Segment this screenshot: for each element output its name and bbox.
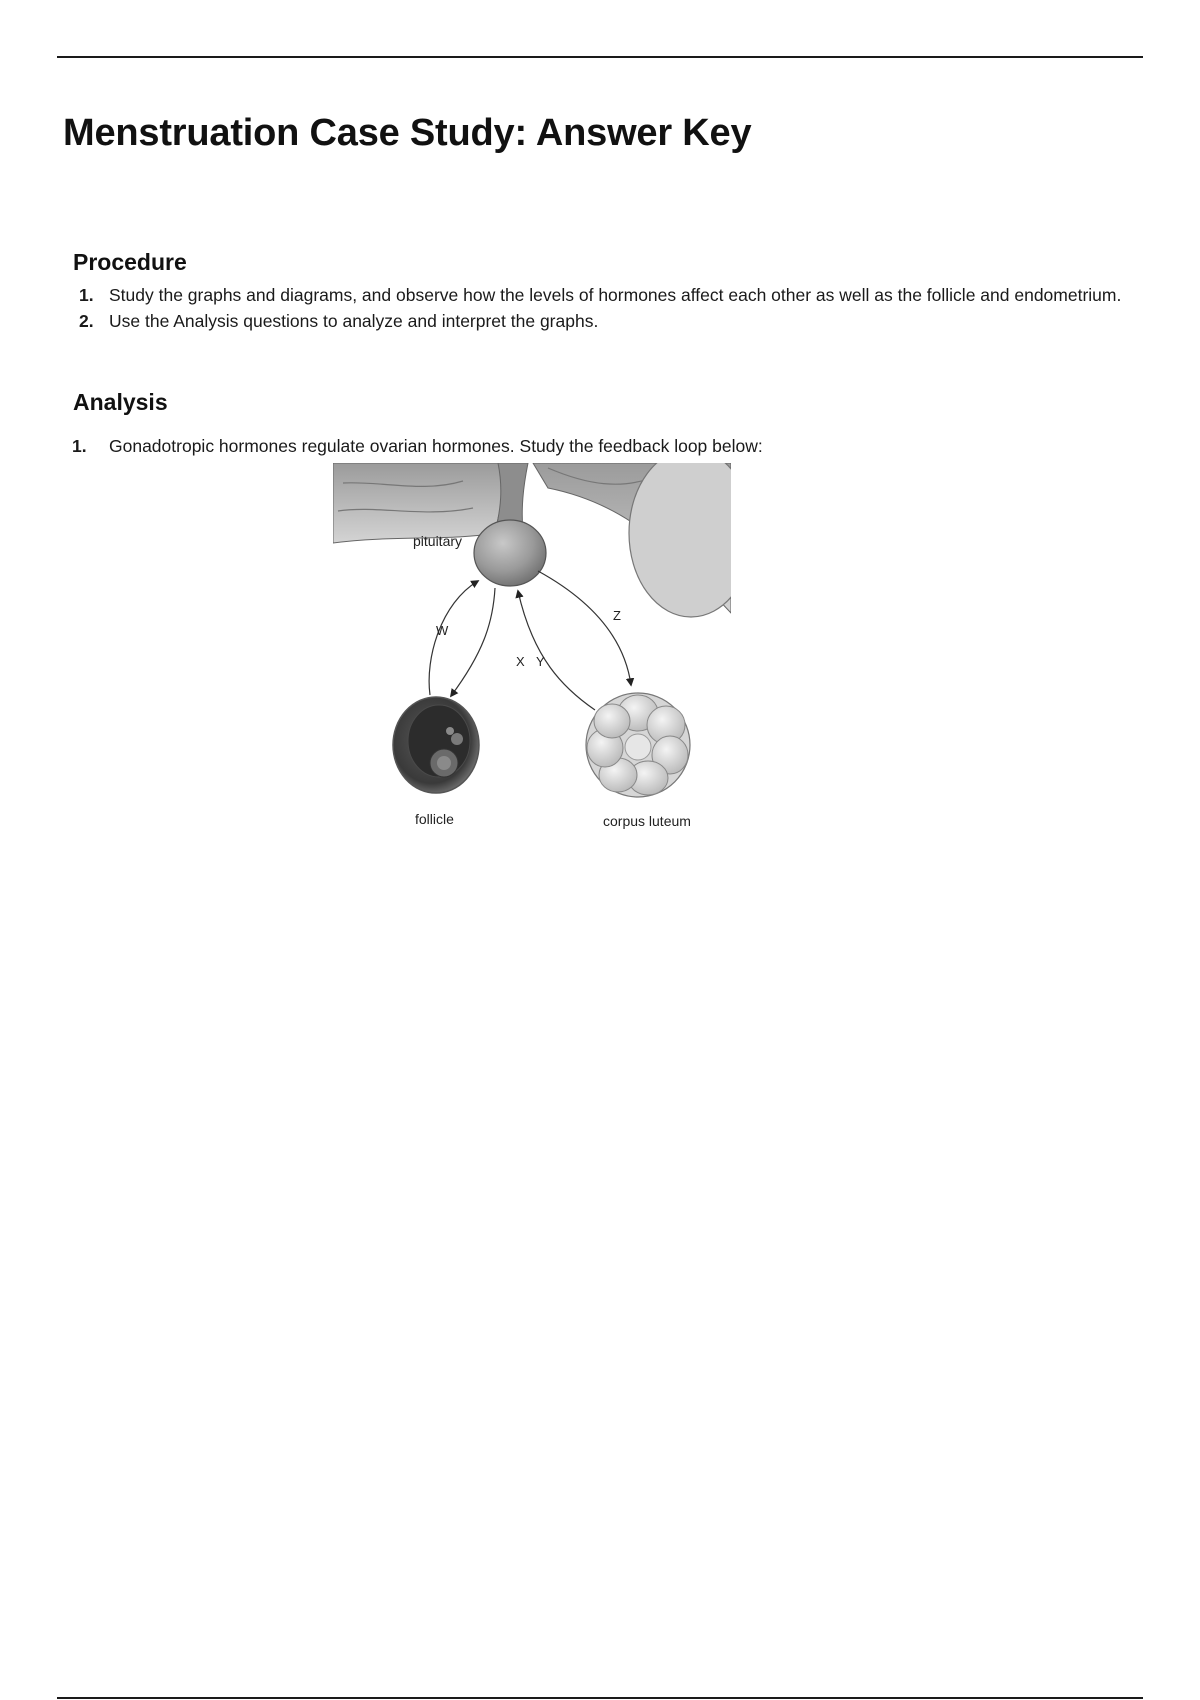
analysis-heading: Analysis [73, 389, 168, 415]
arrow-z [538, 571, 631, 685]
arrow-y-label: Y [536, 654, 545, 669]
corpus-luteum-illustration [586, 693, 690, 797]
arrow-x-label: X [516, 654, 525, 669]
procedure-item-text: Study the graphs and diagrams, and observe how the levels of hormones affect each other as well as the follicle and endometrium. [109, 285, 1122, 305]
follicle-label: follicle [415, 811, 454, 827]
pituitary-label: pituitary [413, 533, 463, 549]
procedure-item [73, 308, 1163, 334]
analysis-list [67, 433, 1157, 459]
follicle-illustration [393, 697, 479, 793]
top-rule [57, 56, 1143, 58]
procedure-heading: Procedure [73, 249, 187, 275]
arrow-x [451, 588, 495, 696]
feedback-loop-diagram [333, 463, 731, 833]
arrow-y [518, 591, 595, 710]
procedure-list [73, 282, 1163, 334]
procedure-item-number: 1. [79, 285, 94, 305]
analysis-item-text: Gonadotropic hormones regulate ovarian hormones. Study the feedback loop below: [109, 436, 763, 456]
brain-lobe-right [629, 463, 731, 617]
corpus-luteum-label: corpus luteum [603, 813, 691, 829]
pituitary-gland [474, 520, 546, 586]
feedback-loop-figure [333, 463, 731, 833]
analysis-item-number: 1. [72, 436, 87, 456]
procedure-item [73, 282, 1163, 308]
analysis-item [67, 433, 1157, 459]
arrow-z-label: Z [613, 608, 621, 623]
bottom-rule [57, 1697, 1143, 1699]
page-title: Menstruation Case Study: Answer Key [63, 112, 752, 154]
arrow-w-label: W [436, 623, 449, 638]
procedure-item-number: 2. [79, 311, 94, 331]
arrow-w [429, 581, 478, 695]
procedure-item-text: Use the Analysis questions to analyze and interpret the graphs. [109, 311, 599, 331]
